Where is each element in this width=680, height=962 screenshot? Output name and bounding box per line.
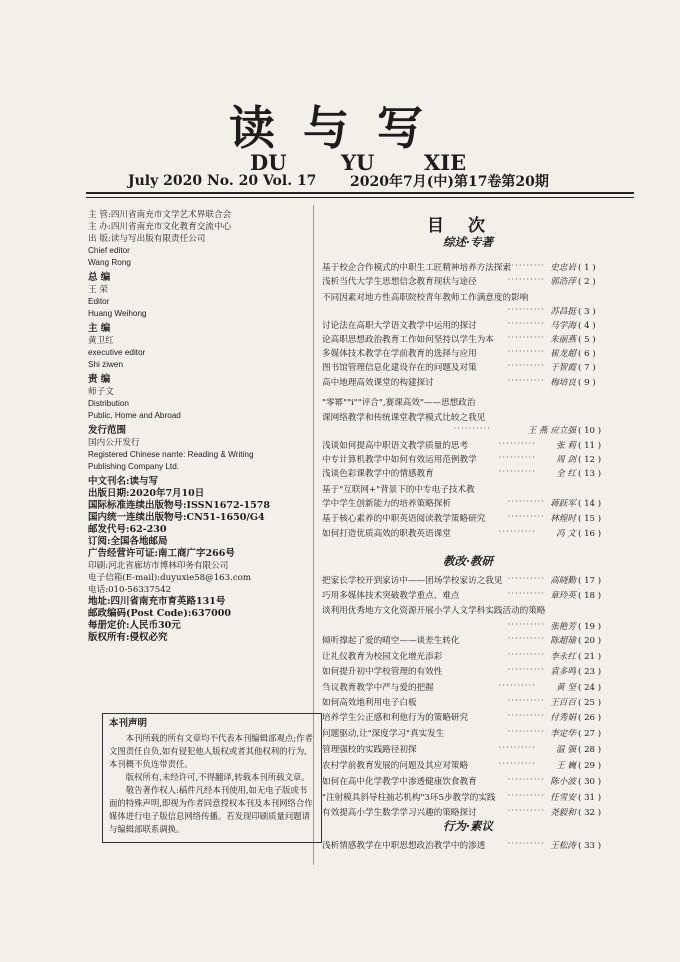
leader-dots: ·········· xyxy=(507,791,545,801)
entry-page: ( 7 ) xyxy=(578,363,596,373)
entry-page: ( 24 ) xyxy=(578,683,602,693)
entry-author: 梅培良 xyxy=(550,378,576,388)
entry-author: 全 红 xyxy=(556,469,576,479)
toc-entry xyxy=(322,590,634,603)
entry-page: ( 14 ) xyxy=(578,499,602,509)
toc-entry xyxy=(322,262,634,275)
toc-entry xyxy=(322,362,634,375)
entry-title: 让礼仪教育为校园文化增光添彩 xyxy=(322,652,443,662)
toc-entry xyxy=(322,320,634,333)
entry-title: 谈利用优秀地方文化资源开展小学人文学科实践活动的策略 xyxy=(322,606,546,616)
entry-page: ( 4 ) xyxy=(578,321,596,331)
notice-paragraph: 敬告著作权人:稿件凡经本刊使用,如无电子版或书面的特殊声明,即视为作者同意授权本刊及本刊网络合作媒体进行电子版信息网络传播。若发现印刷质量问题请与编辑部联系调换。 xyxy=(109,785,313,834)
entry-author: 王松涛 xyxy=(550,841,576,851)
toc-entry xyxy=(322,792,634,805)
masthead-line: 广告经营许可证:南工商广字266号 xyxy=(88,548,235,559)
entry-title: 基于核心素养的中职英语阅读教学策略研究 xyxy=(322,514,486,524)
entry-author: 李定华 xyxy=(550,729,576,739)
header-rule xyxy=(86,192,634,194)
masthead-line: Huang Weihong xyxy=(88,309,147,318)
entry-page: ( 32 ) xyxy=(578,808,602,818)
toc-entry xyxy=(322,397,634,410)
leader-dots: ·········· xyxy=(498,467,536,477)
entry-page: ( 31 ) xyxy=(578,793,602,803)
masthead-column xyxy=(88,209,313,644)
entry-author: 王百百 xyxy=(550,698,576,708)
masthead-line: 电子信箱(E-mail):duyuxie58@163.com xyxy=(88,573,251,583)
leader-dots: ·········· xyxy=(498,681,536,691)
masthead-line: 主 管:四川省南充市文学艺术界联合会 xyxy=(88,210,232,220)
entry-page: ( 27 ) xyxy=(578,729,602,739)
entry-author: 袁多鸣 xyxy=(550,667,576,677)
leader-dots: ·········· xyxy=(507,261,545,271)
entry-author: 尧毅和 xyxy=(550,808,576,818)
leader-dots: ·········· xyxy=(507,305,545,315)
entry-author: 陈小波 xyxy=(550,777,576,787)
leader-dots: ·········· xyxy=(507,589,545,599)
masthead-line: 王 荣 xyxy=(88,285,108,295)
entry-title: 把家长学校开到家访中——团场学校家访之我见 xyxy=(322,576,503,586)
leader-dots: ·········· xyxy=(507,497,545,507)
entry-title: 浅析当代大学生思想信念教育现状与途径 xyxy=(322,277,477,287)
leader-dots: ·········· xyxy=(507,512,545,522)
leader-dots: ·········· xyxy=(498,453,536,463)
entry-author: 蒋跃军 xyxy=(550,499,576,509)
copyright-notice xyxy=(102,713,322,843)
leader-dots: ·········· xyxy=(507,347,545,357)
masthead-line: executive editor xyxy=(88,348,146,357)
toc-entry xyxy=(322,744,634,757)
leader-dots: ·········· xyxy=(507,319,545,329)
entry-page: ( 16 ) xyxy=(578,529,602,539)
leader-dots: ·········· xyxy=(507,634,545,644)
masthead-line: 邮政编码(Post Code):637000 xyxy=(88,608,232,619)
leader-dots: ·········· xyxy=(507,711,545,721)
entry-title: 如何高效地利用电子白板 xyxy=(322,698,417,708)
leader-dots: ·········· xyxy=(498,439,536,449)
leader-dots: ·········· xyxy=(453,424,491,434)
masthead-line: 出 版:读与写出版有限责任公司 xyxy=(88,234,206,244)
leader-dots: ·········· xyxy=(498,743,536,753)
toc-entry xyxy=(322,651,634,664)
entry-author: 周 剑 xyxy=(556,455,576,465)
entry-title: 管理强校的实践路径初探 xyxy=(322,745,417,755)
entry-title: 课网络教学和传统课堂教学模式比较之我见 xyxy=(322,413,486,423)
leader-dots: ·········· xyxy=(507,333,545,343)
toc-entry xyxy=(322,712,634,725)
leader-dots: ·········· xyxy=(507,361,545,371)
toc-entry xyxy=(322,760,634,773)
entry-title: "注射模具斜导柱抽芯机构"3环5步教学的实践 xyxy=(322,793,496,803)
entry-title: 中专计算机教学中如何有效运用范例教学 xyxy=(322,455,477,465)
entry-title: 论高职思想政治教育工作如何坚持以学生为本 xyxy=(322,335,494,345)
masthead-line: 印刷:河北省廊坊市博林印务有限公司 xyxy=(88,561,229,571)
entry-title: 如何打造优质高效的职教英语课堂 xyxy=(322,529,451,539)
leader-dots: ·········· xyxy=(507,696,545,706)
entry-title: 不同因素对地方性高职院校青年教师工作满意度的影响 xyxy=(322,293,529,303)
entry-title: 如何在高中化学教学中渗透健康饮食教育 xyxy=(322,777,477,787)
entry-author: 任雪安 xyxy=(550,793,576,803)
masthead-line: Public, Home and Abroad xyxy=(88,411,181,420)
entry-title: 刍议教育教学中严与爱的把握 xyxy=(322,683,434,693)
entry-author: 温 强 xyxy=(556,745,576,755)
masthead-line: 主 办:四川省南充市文化教育交流中心 xyxy=(88,222,232,232)
masthead-line: 责 编 xyxy=(88,374,111,385)
entry-title: 如何提升初中学校管理的有效性 xyxy=(322,667,443,677)
entry-author: 史忠岩 xyxy=(550,263,576,273)
entry-title: 图书馆管理信息化建设存在的问题及对策 xyxy=(322,363,477,373)
masthead-line: 出版日期:2020年7月10日 xyxy=(88,488,205,499)
toc-entry xyxy=(322,605,634,618)
section-heading: 行为·素议 xyxy=(442,819,493,833)
entry-author: 黄 坚 xyxy=(556,683,576,693)
notice-paragraph: 版权所有,未经许可,不得翻译,转载本刊所载文章。 xyxy=(125,772,310,782)
masthead-line: 版权所有:侵权必究 xyxy=(88,632,168,643)
toc-entry xyxy=(322,484,634,497)
toc-entry xyxy=(322,776,634,789)
entry-title: "零幂""i""评合",赛课高效"——思想政治 xyxy=(322,398,476,408)
entry-title: 浅谈色彩课教学中的情感教育 xyxy=(322,469,434,479)
issue-info-en: July 2020 No. 20 Vol. 17 xyxy=(128,173,317,189)
toc-entry xyxy=(322,728,634,741)
toc-entry xyxy=(322,454,634,467)
leader-dots: ·········· xyxy=(507,574,545,584)
toc-entry xyxy=(322,575,634,588)
entry-author: 苏昌挺 xyxy=(550,307,576,317)
leader-dots: ·········· xyxy=(507,665,545,675)
toc-entry xyxy=(322,440,634,453)
masthead-line: 国内公开发行 xyxy=(88,438,140,448)
masthead-line: 邮发代号:62-230 xyxy=(88,524,167,535)
masthead-line: 电话:010-56337542 xyxy=(88,585,172,595)
masthead-line: Publishing Company Ltd. xyxy=(88,462,180,471)
entry-page: ( 19 ) xyxy=(578,622,602,632)
masthead-line: 总 编 xyxy=(88,272,111,283)
toc-entry xyxy=(322,697,634,710)
entry-page: ( 9 ) xyxy=(578,378,596,388)
entry-author: 林煌时 xyxy=(550,514,576,524)
toc-entry xyxy=(322,621,634,634)
toc-entry xyxy=(322,425,634,438)
entry-author: 郭浩萍 xyxy=(550,277,576,287)
entry-title: 高中地理高效课堂的构建探讨 xyxy=(322,378,434,388)
masthead-line: Editor xyxy=(88,297,110,306)
entry-page: ( 29 ) xyxy=(578,761,602,771)
toc-entry xyxy=(322,306,634,319)
entry-title: 有效提高小学生数学学习兴趣的策略探讨 xyxy=(322,808,477,818)
leader-dots: ·········· xyxy=(507,727,545,737)
masthead-line: Chief editor xyxy=(88,246,130,255)
toc-entry xyxy=(322,682,634,695)
entry-author: 冯 文 xyxy=(556,529,576,539)
masthead-line: 国内统一连续出版物号:CN51-1650/G4 xyxy=(88,512,265,523)
toc-title: 目次 xyxy=(427,216,509,236)
entry-title: 农村学前教育发展的问题及其应对策略 xyxy=(322,761,469,771)
entry-page: ( 23 ) xyxy=(578,667,602,677)
masthead-line: Wang Rong xyxy=(88,258,131,267)
entry-title: 基于校企合作模式的中职生工匠精神培养方法探索 xyxy=(322,263,512,273)
entry-page: ( 11 ) xyxy=(578,441,602,451)
notice-title: 本刊声明 xyxy=(109,718,148,729)
entry-author: 张艳芳 xyxy=(550,622,576,632)
toc-entry xyxy=(322,807,634,820)
leader-dots: ·········· xyxy=(507,376,545,386)
entry-author: 章玲英 xyxy=(550,591,576,601)
entry-title: 浅谈如何提高中职语文教学质量的思考 xyxy=(322,441,469,451)
entry-page: ( 30 ) xyxy=(578,777,602,787)
entry-author: 高晓勤 xyxy=(550,576,576,586)
leader-dots: ·········· xyxy=(507,650,545,660)
entry-title: 倾听撑起了爱的晴空——谈差生转化 xyxy=(322,636,460,646)
entry-page: ( 26 ) xyxy=(578,713,602,723)
leader-dots: ·········· xyxy=(507,775,545,785)
entry-page: ( 10 ) xyxy=(578,426,602,436)
entry-title: 巧用多媒体技术突破教学重点、难点 xyxy=(322,591,460,601)
entry-page: ( 3 ) xyxy=(578,307,596,317)
entry-page: ( 6 ) xyxy=(578,349,596,359)
leader-dots: ·········· xyxy=(498,527,536,537)
masthead-line: Registered Chinese narrle: Reading & Writing xyxy=(88,450,254,459)
notice-paragraph: 本刊所载的所有文章均不代表本刊编辑部观点;作者文图责任自负,如有侵犯他人版权或者其他权利的行为,本刊概不负连带责任。 xyxy=(109,733,313,769)
entry-author: 张 莉 xyxy=(556,441,576,451)
entry-author: 于智霞 xyxy=(550,363,576,373)
masthead-line: 主 编 xyxy=(88,323,111,334)
toc-entry xyxy=(322,348,634,361)
entry-author: 陈超瑜 xyxy=(550,636,576,646)
entry-author: 王 燕 应立强 xyxy=(527,426,576,436)
leader-dots: ·········· xyxy=(507,839,545,849)
entry-title: 培养学生公正感和利他行为的策略研究 xyxy=(322,713,469,723)
entry-title: 学中学生创新能力的培养策略探析 xyxy=(322,499,451,509)
issue-info-cn: 2020年7月(中)第17卷第20期 xyxy=(350,174,549,190)
pinyin-xie: XIE xyxy=(424,150,467,175)
header-rule-thin xyxy=(86,197,634,198)
entry-author: 马学海 xyxy=(550,321,576,331)
entry-page: ( 18 ) xyxy=(578,591,602,601)
entry-title: 讨论法在高职大学语文教学中运用的探讨 xyxy=(322,321,477,331)
entry-page: ( 13 ) xyxy=(578,469,602,479)
masthead-line: 地址:四川省南充市育英路131号 xyxy=(88,596,226,607)
entry-title: 问题驱动,让"深度学习"真实发生 xyxy=(322,729,445,739)
entry-page: ( 12 ) xyxy=(578,455,602,465)
masthead-line: Distribution xyxy=(88,399,129,408)
leader-dots: ·········· xyxy=(507,620,545,630)
toc-entry xyxy=(322,292,634,305)
section-heading: 教改·教研 xyxy=(442,554,493,568)
leader-dots: ·········· xyxy=(507,806,545,816)
entry-author: 王 巍 xyxy=(556,761,576,771)
entry-title: 多媒体技术教学在学前教育的选择与应用 xyxy=(322,349,477,359)
masthead-line: 中文刊名:读与写 xyxy=(88,476,159,487)
entry-page: ( 5 ) xyxy=(578,335,596,345)
entry-page: ( 20 ) xyxy=(578,636,602,646)
toc-entry xyxy=(322,498,634,511)
entry-author: 付秀娟 xyxy=(550,713,576,723)
masthead-line: 师子文 xyxy=(88,387,114,397)
entry-title: 基于"互联网+"背景下的中专电子技术教 xyxy=(322,485,475,495)
masthead-line: 黄卫红 xyxy=(88,336,114,346)
toc-entry xyxy=(322,635,634,648)
masthead-line: 每册定价:人民币30元 xyxy=(88,620,181,631)
toc-entry xyxy=(322,334,634,347)
section-heading: 综述·专著 xyxy=(442,235,493,249)
entry-page: ( 1 ) xyxy=(578,263,596,273)
entry-page: ( 2 ) xyxy=(578,277,596,287)
masthead-line: 国际标准连续出版物号:ISSN1672-1578 xyxy=(88,500,270,511)
pinyin-du: DU xyxy=(250,150,287,175)
leader-dots: ·········· xyxy=(498,759,536,769)
masthead-line: Shi ziwen xyxy=(88,360,124,369)
entry-page: ( 21 ) xyxy=(578,652,602,662)
entry-page: ( 15 ) xyxy=(578,514,602,524)
entry-author: 李永红 xyxy=(550,652,576,662)
entry-author: 朱丽燕 xyxy=(550,335,576,345)
masthead-line: 发行范围 xyxy=(88,425,127,436)
toc-entry xyxy=(322,840,634,853)
entry-page: ( 25 ) xyxy=(578,698,602,708)
leader-dots: ·········· xyxy=(507,275,545,285)
toc-entry xyxy=(322,377,634,390)
entry-author: 崔龙超 xyxy=(550,349,576,359)
toc-entry xyxy=(322,276,634,289)
toc-entry xyxy=(322,528,634,541)
entry-title: 浅析情感教学在中职思想政治教学中的渗透 xyxy=(322,841,486,851)
toc-entry xyxy=(322,468,634,481)
entry-page: ( 33 ) xyxy=(578,841,602,851)
journal-title: 读与写 xyxy=(229,101,451,155)
pinyin-yu: YU xyxy=(341,150,375,175)
masthead-line: 订阅:全国各地邮局 xyxy=(88,536,168,547)
entry-page: ( 28 ) xyxy=(578,745,602,755)
toc-entry xyxy=(322,666,634,679)
entry-page: ( 17 ) xyxy=(578,576,602,586)
toc-entry xyxy=(322,513,634,526)
